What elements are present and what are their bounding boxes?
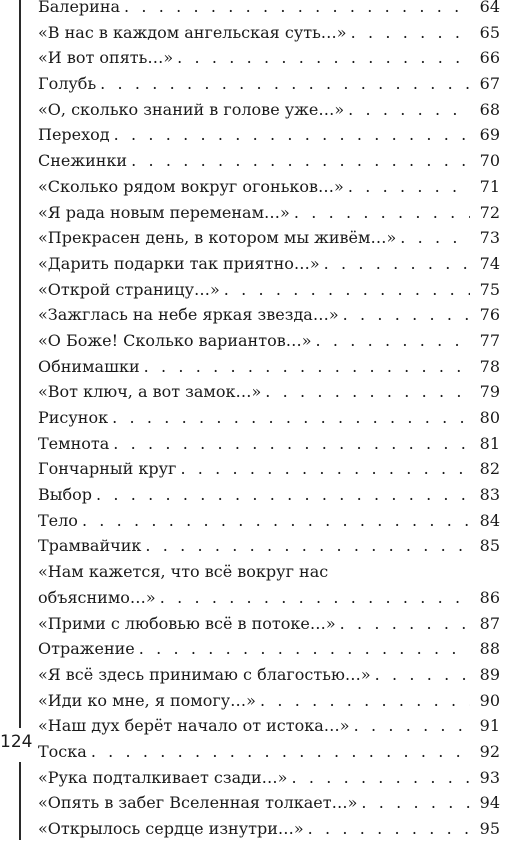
toc-entry-title: «Нам кажется, что всё вокруг нас	[38, 562, 329, 582]
dot-leader	[348, 174, 470, 200]
toc-entry-page: 91	[479, 716, 500, 736]
toc-entry-title: Голубь	[38, 74, 97, 94]
toc-entry-title: «Я рада новым переменам…»	[38, 202, 290, 222]
toc-entry-page: 69	[479, 125, 500, 145]
toc-entry-page: 82	[479, 459, 500, 479]
toc-entry-page: 89	[479, 664, 500, 684]
toc-entry	[38, 636, 500, 662]
toc-entry	[38, 328, 500, 354]
toc-entry-title: Трамвайчик	[38, 536, 142, 556]
toc-entry	[38, 379, 500, 405]
toc-entry-page: 84	[479, 510, 500, 530]
toc-entry-title: «Вот ключ, а вот замок…»	[38, 382, 262, 402]
toc-entry-title: «Я всё здесь принимаю с благостью…»	[38, 664, 371, 684]
margin-rule-lower	[19, 762, 21, 840]
toc-entry-page: 92	[479, 741, 500, 761]
toc-entry-page: 67	[479, 74, 500, 94]
toc-entry	[38, 97, 500, 123]
dot-leader	[91, 739, 470, 765]
dot-leader	[124, 0, 470, 20]
toc-entry-title: «Рука подталкивает сзади…»	[38, 767, 288, 787]
toc-entry	[38, 456, 500, 482]
toc-entry-title: Темнота	[38, 433, 110, 453]
dot-leader	[308, 816, 470, 842]
toc-entry-page: 95	[479, 819, 500, 839]
dot-leader	[180, 456, 470, 482]
toc-entry-page: 75	[479, 279, 500, 299]
toc-entry-title: «Иди ко мне, я помогу…»	[38, 690, 256, 710]
toc-entry-title: Выбор	[38, 485, 92, 505]
dot-leader	[348, 97, 470, 123]
toc-entry-page: 70	[479, 151, 500, 171]
toc-entry-page: 83	[479, 485, 500, 505]
dot-leader	[114, 122, 470, 148]
dot-leader	[260, 688, 470, 714]
dot-leader	[100, 71, 470, 97]
dot-leader	[316, 328, 471, 354]
toc-entry	[38, 816, 500, 842]
dot-leader	[224, 277, 470, 303]
toc-entry-title: «В нас в каждом ангельская суть…»	[38, 22, 347, 42]
toc-entry	[38, 200, 500, 226]
dot-leader	[177, 45, 470, 71]
dot-leader	[375, 662, 470, 688]
toc-entry	[38, 225, 500, 251]
toc-entry-page: 88	[479, 639, 500, 659]
toc-entry-title: «О, сколько знаний в голове уже…»	[38, 99, 345, 119]
toc-entry-title: «Дарить подарки так приятно…»	[38, 253, 320, 273]
toc-entry-page: 87	[479, 613, 500, 633]
toc-entry-page: 79	[479, 382, 500, 402]
toc-entry-page: 90	[479, 690, 500, 710]
dot-leader	[294, 200, 470, 226]
dot-leader	[82, 508, 470, 534]
toc-entry-page: 78	[479, 356, 500, 376]
dot-leader	[265, 379, 470, 405]
toc-entry	[38, 662, 500, 688]
toc-entry-title: Гончарный круг	[38, 459, 177, 479]
toc-entry	[38, 713, 500, 739]
dot-leader	[160, 585, 470, 611]
toc-entry-title: Тело	[38, 510, 78, 530]
toc-entry-page: 81	[479, 433, 500, 453]
toc-entry-title: «Открылось сердце изнутри…»	[38, 819, 304, 839]
dot-leader	[343, 302, 470, 328]
toc-entry	[38, 0, 500, 20]
dot-leader	[113, 431, 470, 457]
toc-entry-page: 66	[479, 48, 500, 68]
toc-entry-title: Рисунок	[38, 408, 109, 427]
toc-entry	[38, 559, 500, 610]
dot-leader	[324, 251, 470, 277]
toc-entry-page: 77	[479, 330, 500, 350]
toc-entry-title: Переход	[38, 125, 110, 145]
toc-entry-continuation	[38, 585, 500, 611]
dot-leader	[340, 611, 470, 637]
toc-entry-title: Снежинки	[38, 151, 128, 171]
dot-leader	[351, 20, 470, 46]
toc-entry	[38, 405, 500, 431]
toc-entry	[38, 71, 500, 97]
toc-entry-page: 74	[479, 253, 500, 273]
toc-entry	[38, 533, 500, 559]
dot-leader	[131, 148, 470, 174]
toc-entry-page: 68	[479, 99, 500, 119]
margin-rule	[19, 0, 21, 728]
toc-entry-title: «Наш дух берёт начало от истока…»	[38, 716, 350, 736]
toc-entry	[38, 739, 500, 765]
toc-entry-page: 94	[479, 793, 500, 813]
toc-entry	[38, 45, 500, 71]
dot-leader	[361, 790, 470, 816]
toc-entry-page: 93	[479, 767, 500, 787]
toc-entry	[38, 354, 500, 380]
toc-entry-title-continued: объяснимо…»	[38, 587, 156, 607]
toc-entry	[38, 508, 500, 534]
toc-entry	[38, 611, 500, 637]
toc-entry-title: «Опять в забег Вселенная толкает…»	[38, 793, 358, 813]
dot-leader	[144, 354, 470, 380]
toc-entry-title: «Сколько рядом вокруг огоньков…»	[38, 176, 344, 196]
toc-entry-title: «И вот опять…»	[38, 48, 174, 68]
toc-entry-page: 85	[479, 536, 500, 556]
toc-entry	[38, 174, 500, 200]
toc-entry	[38, 688, 500, 714]
dot-leader	[112, 405, 470, 431]
toc-entry	[38, 148, 500, 174]
toc-entry	[38, 790, 500, 816]
toc-entry	[38, 765, 500, 791]
toc-entry-page: 71	[479, 176, 500, 196]
toc-entry-page: 86	[479, 587, 500, 607]
toc-entry	[38, 482, 500, 508]
toc-entry	[38, 277, 500, 303]
toc-entry-page: 72	[479, 202, 500, 222]
toc-entry-title: «О Боже! Сколько вариантов…»	[38, 330, 312, 350]
toc-entry-page: 73	[479, 228, 500, 248]
toc-entry-title: Тоска	[38, 741, 87, 761]
table-of-contents	[38, 0, 500, 842]
toc-entry-title: «Зажглась на небе яркая звезда…»	[38, 305, 339, 325]
toc-entry	[38, 251, 500, 277]
toc-entry-page: 80	[479, 408, 500, 427]
toc-entry-page: 76	[479, 305, 500, 325]
toc-entry-title: «Прекрасен день, в котором мы живём…»	[38, 228, 397, 248]
toc-entry-title: Балерина	[38, 0, 121, 16]
toc-entry-title: «Открой страницу…»	[38, 279, 220, 299]
dot-leader	[354, 713, 470, 739]
dot-leader	[291, 765, 470, 791]
toc-entry	[38, 302, 500, 328]
dot-leader	[139, 636, 470, 662]
toc-entry	[38, 20, 500, 46]
toc-entry-title: Обнимашки	[38, 356, 140, 376]
dot-leader	[145, 533, 470, 559]
page-number: 124	[0, 732, 33, 752]
toc-entry-title: Отражение	[38, 639, 135, 659]
toc-entry-page: 64	[479, 0, 500, 16]
toc-entry	[38, 431, 500, 457]
toc-entry-page: 65	[479, 22, 500, 42]
dot-leader	[96, 482, 470, 508]
toc-entry	[38, 122, 500, 148]
toc-entry-title: «Прими с любовью всё в потоке…»	[38, 613, 336, 633]
dot-leader	[400, 225, 470, 251]
